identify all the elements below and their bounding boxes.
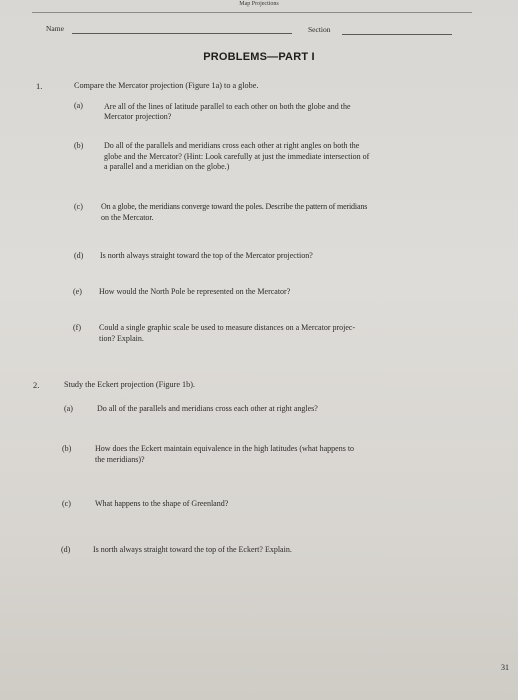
part-label: (d) xyxy=(61,545,71,554)
header-rule xyxy=(32,12,472,13)
part-label: (a) xyxy=(64,404,73,413)
part-text-line: Is north always straight toward the top of the Eckert? Explain. xyxy=(93,545,292,554)
page-number: 31 xyxy=(501,663,509,672)
part-label: (b) xyxy=(62,444,72,453)
part-label: (c) xyxy=(74,202,83,211)
name-line[interactable] xyxy=(72,33,292,34)
section-line[interactable] xyxy=(342,34,452,35)
part-text-line: Are all of the lines of latitude parallel to each other on both the globe and the xyxy=(104,102,351,111)
part-text-line: What happens to the shape of Greenland? xyxy=(95,499,229,508)
name-label: Name xyxy=(46,24,64,33)
part-text-line: Mercator projection? xyxy=(104,112,172,121)
part-text-line: On a globe, the meridians converge toward the poles. Describe the pattern of meridians xyxy=(101,202,368,211)
problem-text: Compare the Mercator projection (Figure 1a) to a globe. xyxy=(74,81,259,90)
part-label: (d) xyxy=(74,251,84,260)
part-text-line: on the Mercator. xyxy=(101,212,154,222)
part-label: (c) xyxy=(62,499,71,508)
part-label: (a) xyxy=(74,101,83,110)
part-text-line: Do all of the parallels and meridians cross each other at right angles? xyxy=(97,404,318,413)
part-text-line: Do all of the parallels and meridians cross each other at right angles on both the xyxy=(104,141,360,150)
part-label: (f) xyxy=(73,323,81,332)
problem-number: 2. xyxy=(33,380,40,390)
part-text-line: How would the North Pole be represented on the Mercator? xyxy=(99,287,291,296)
part-text-line: a parallel and a meridian on the globe.) xyxy=(104,162,230,171)
part-text-line: globe and the Mercator? (Hint: Look carefully at just the immediate intersection of xyxy=(104,151,370,161)
part-label: (e) xyxy=(73,287,82,296)
problem-text: Study the Eckert projection (Figure 1b). xyxy=(64,380,195,389)
problem-number: 1. xyxy=(36,81,43,91)
section-label: Section xyxy=(308,25,331,34)
part-text-line: the meridians)? xyxy=(95,455,145,464)
page-title: PROBLEMS—PART I xyxy=(203,51,315,63)
part-text-line: How does the Eckert maintain equivalence in the high latitudes (what happens to xyxy=(95,444,355,453)
part-label: (b) xyxy=(74,141,84,150)
running-head: Map Projections xyxy=(239,1,279,7)
part-text-line: Could a single graphic scale be used to measure distances on a Mercator projec- xyxy=(99,323,356,332)
part-text-line: Is north always straight toward the top of the Mercator projection? xyxy=(100,251,313,260)
part-text-line: tion? Explain. xyxy=(99,334,144,343)
